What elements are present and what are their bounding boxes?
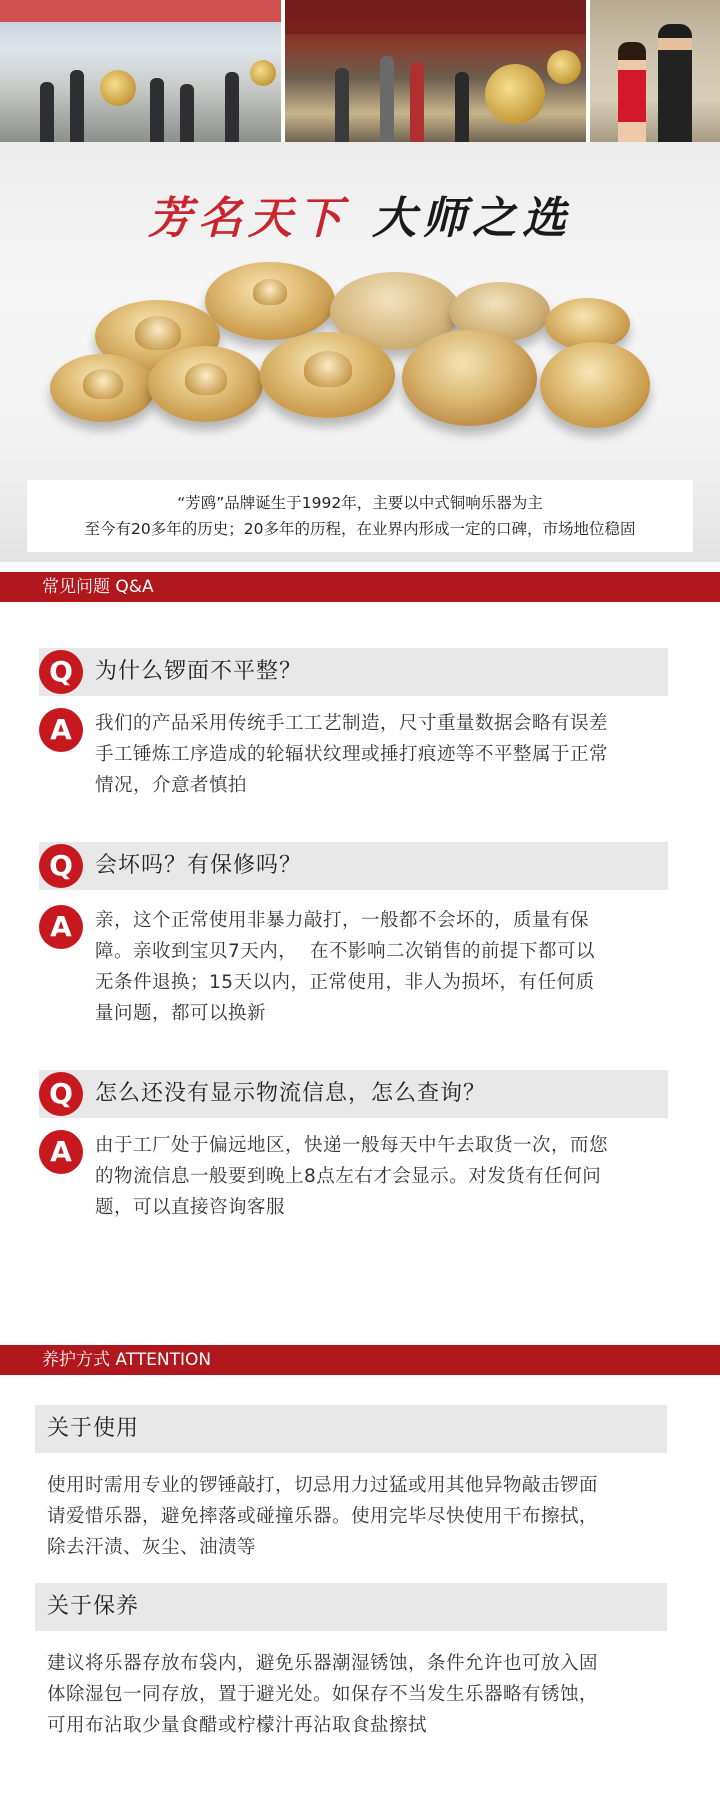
exhibition-booth-photo-2	[285, 0, 586, 142]
exhibition-photo-strip	[0, 0, 720, 142]
care-line: 请爱惜乐器，避免摔落或碰撞乐器。使用完毕尽快使用干布擦拭，	[47, 1506, 599, 1527]
answer-icon: A	[39, 905, 83, 949]
care-maintenance-heading: 关于保养	[35, 1583, 667, 1631]
care-section-header: 养护方式 ATTENTION	[0, 1345, 720, 1375]
care-line: 体除湿包一同存放，置于避光处。如保存不当发生乐器略有锈蚀，	[47, 1684, 599, 1705]
answer-line: 题，可以直接咨询客服	[95, 1197, 286, 1218]
question-icon: Q	[39, 650, 83, 694]
qa-section-header: 常见问题 Q&A	[0, 572, 720, 602]
answer-line: 障。亲收到宝贝7天内， 在不影响二次销售的前提下都可以	[95, 941, 596, 962]
qa-question-1	[39, 648, 668, 696]
question-text: 怎么还没有显示物流信息，怎么查询？	[95, 1081, 487, 1106]
answer-icon: A	[39, 1130, 83, 1174]
answer-line: 量问题，都可以换新	[95, 1003, 267, 1024]
answer-line: 由于工厂处于偏远地区，快递一般每天中午去取货一次，而您	[95, 1135, 609, 1156]
brand-introduction	[27, 480, 693, 552]
care-line: 可用布沾取少量食醋或柠檬汁再沾取食盐擦拭	[47, 1715, 428, 1736]
brand-hero	[0, 142, 720, 562]
slogan-part-1: 芳名天下	[148, 193, 348, 244]
slogan-part-2: 大师之选	[372, 193, 572, 244]
answer-icon: A	[39, 708, 83, 752]
answer-line: 我们的产品采用传统手工工艺制造，尺寸重量数据会略有误差	[95, 713, 609, 734]
care-usage-text	[47, 1470, 677, 1563]
care-maintenance-text	[47, 1648, 677, 1741]
exhibition-booth-photo-1	[0, 0, 281, 142]
answer-line: 情况，介意者慎拍	[95, 775, 248, 796]
brand-intro-line-1: “芳鸥”品牌诞生于1992年，主要以中式铜响乐器为主	[177, 494, 543, 512]
qa-answer-1	[39, 708, 679, 801]
care-line: 建议将乐器存放布袋内，避免乐器潮湿锈蚀，条件允许也可放入固	[47, 1653, 599, 1674]
answer-text	[95, 708, 679, 801]
answer-text	[95, 905, 679, 1029]
brand-slogan	[0, 182, 720, 246]
care-usage-heading: 关于使用	[35, 1405, 667, 1453]
answer-line: 亲，这个正常使用非暴力敲打，一般都不会坏的，质量有保	[95, 910, 590, 931]
answer-line: 的物流信息一般要到晚上8点左右才会显示。对发货有任何问	[95, 1166, 602, 1187]
answer-text	[95, 1130, 679, 1223]
question-icon: Q	[39, 844, 83, 888]
answer-line: 无条件退换；15天以内，正常使用，非人为损坏，有任何质	[95, 972, 595, 993]
care-line: 除去汗渍、灰尘、油渍等	[47, 1537, 257, 1558]
qa-answer-2	[39, 905, 679, 1029]
qa-question-2	[39, 842, 668, 890]
qa-question-3	[39, 1070, 668, 1118]
question-text: 会坏吗？有保修吗？	[95, 853, 303, 878]
question-icon: Q	[39, 1072, 83, 1116]
answer-line: 手工锤炼工序造成的轮辐状纹理或捶打痕迹等不平整属于正常	[95, 744, 609, 765]
qa-answer-3	[39, 1130, 679, 1223]
question-text: 为什么锣面不平整？	[95, 659, 303, 684]
cymbal-product-image	[50, 262, 670, 452]
interview-photo	[590, 0, 720, 142]
care-line: 使用时需用专业的锣锤敲打，切忌用力过猛或用其他异物敲击锣面	[47, 1475, 599, 1496]
brand-intro-line-2: 至今有20多年的历史；20多年的历程，在业界内形成一定的口碑，市场地位稳固	[84, 520, 636, 538]
